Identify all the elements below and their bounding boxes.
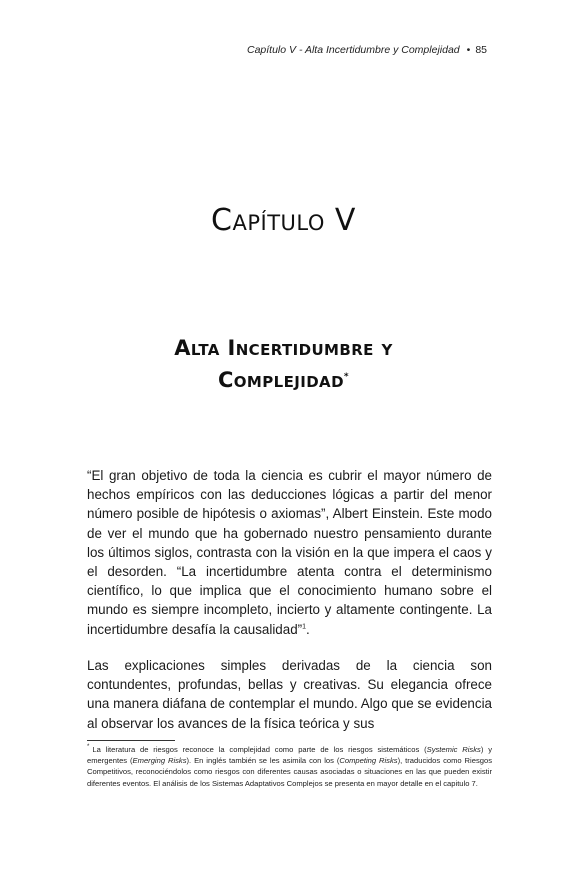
paragraph-1-note-ref: 1 xyxy=(302,623,307,631)
footnote-text-d: ), traducidos como Riesgos Competitivos, reconociéndolos como riesgos con diferentes causas asociadas o situaciones en las que pueden existir diferentes eventos. El análisis de los Sistemas Adaptativos Complejos se presenta en mayor detalle en el capitulo 7. xyxy=(87,756,492,788)
footnote-text-b: ) y emergentes ( xyxy=(87,745,492,766)
chapter-title: Capítulo V xyxy=(211,203,356,238)
running-header xyxy=(247,44,487,56)
paragraph-1-text: “El gran objetivo de toda la ciencia es cubrir el mayor número de hechos empíricos con las deducciones lógicas a partir del menor número posible de hipótesis o axiomas”, Albert Einstein. Este modo de ver el mundo que ha gobernado nuestro pensamiento durante los últimos siglos, contrasta con la visión en la que impera el caos y el desorden. “La incertidumbre atenta contra el determinismo científico, lo que implica que el conocimiento humano sobre el mundo es siempre incompleto, incierto y altamente contingente. La incertidumbre desafía la causalidad” xyxy=(87,468,492,637)
footnote-text-a: La literatura de riesgos reconoce la complejidad como parte de los riesgos sistemáticos ( xyxy=(92,745,427,754)
section-footnote-marker: * xyxy=(343,372,350,382)
running-title: Capítulo V - Alta Incertidumbre y Complejidad xyxy=(247,44,460,56)
header-bullet: • xyxy=(466,44,471,56)
section-title-line2: Complejidad xyxy=(217,368,344,392)
footnote-em-b: Emerging Risks xyxy=(132,756,187,766)
footnote-marker: * xyxy=(87,744,90,751)
body-paragraph-2: Las explicaciones simples derivadas de la ciencia son contundentes, profundas, bellas y creativas. Su elegancia ofrece una manera diáfana de contemplar el mundo. Algo que se evidencia al observar los avances de la física teórica y sus xyxy=(87,658,492,731)
footnote xyxy=(87,744,492,789)
section-title xyxy=(0,334,567,395)
paragraph-1-end: . xyxy=(306,621,310,637)
footnote-text-c: ). En inglés también se les asimila con los ( xyxy=(186,756,340,766)
footnote-divider xyxy=(87,740,175,741)
body-paragraph-1 xyxy=(87,466,492,639)
footnote-em-a: Systemic Risks xyxy=(426,745,481,754)
footnote-em-c: Competing Risks xyxy=(339,756,398,766)
section-title-line1: Alta Incertidumbre y xyxy=(174,336,393,360)
page-number: 85 xyxy=(475,44,487,56)
